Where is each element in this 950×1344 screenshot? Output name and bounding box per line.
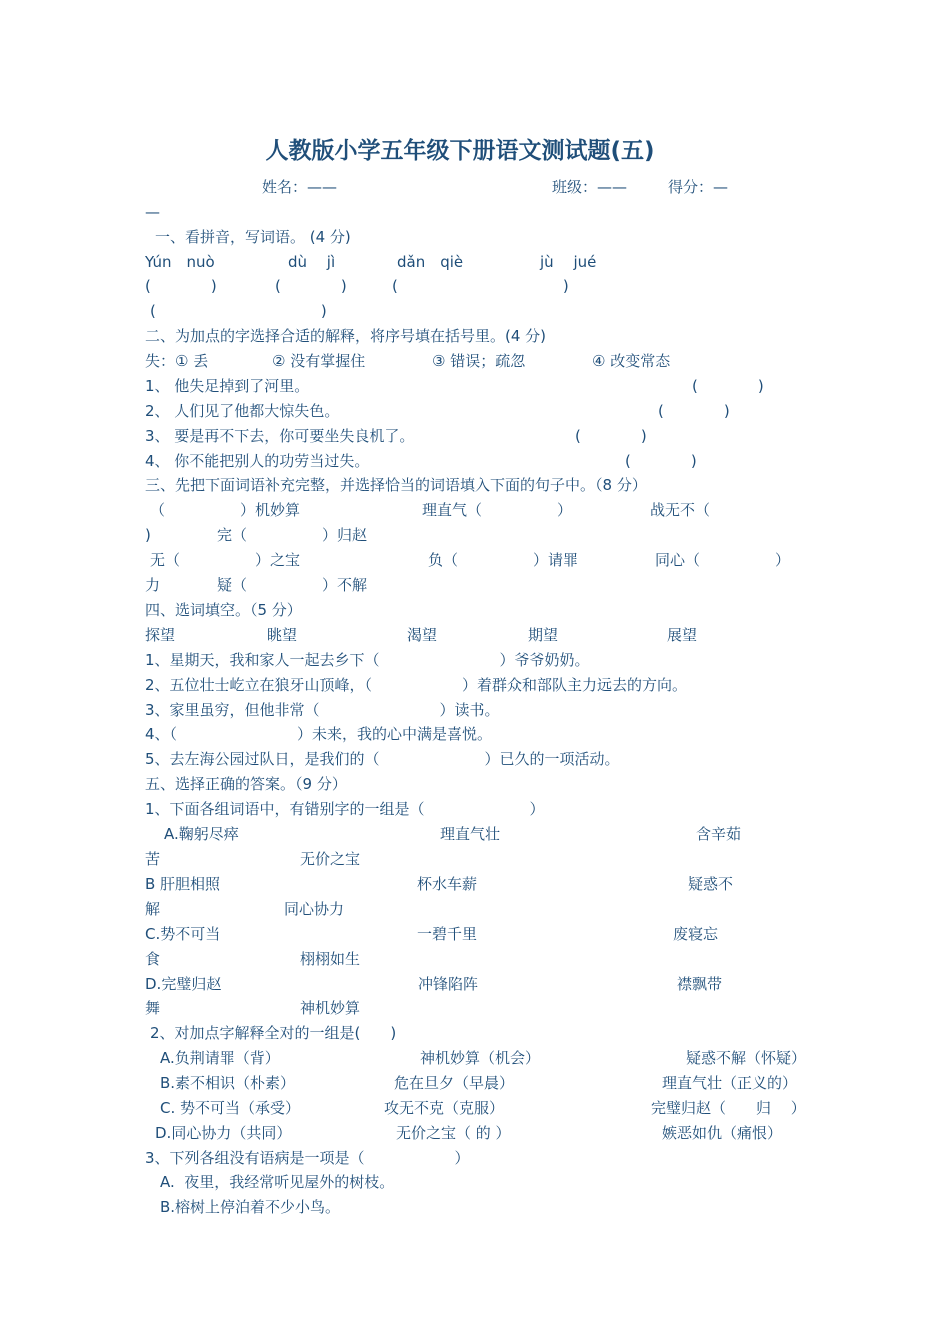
q1-option-d-2: 冲锋陷阵 <box>418 975 479 993</box>
q2-option-d-2: 无价之宝（ 的 ） <box>396 1124 511 1142</box>
section-2-heading: 二、为加点的字选择合适的解释，将序号填在括号里。(4 分) <box>145 327 547 345</box>
answer-blank-3[interactable]: ( ) <box>392 277 569 295</box>
word-choice-4: 期望 <box>528 626 559 644</box>
q1-option-b-3: 疑惑不 <box>688 875 734 893</box>
s4-item-3: 3、家里虽穷，但他非常（ ）读书。 <box>145 701 500 719</box>
s2-item-4-text: 4、 你不能把别人的功劳当过失。 <box>145 452 370 470</box>
q3-option-b[interactable]: B.榕树上停泊着不少小鸟。 <box>160 1198 341 1216</box>
s2-item-3-text: 3、 要是再不下去，你可要坐失良机了。 <box>145 427 415 445</box>
section-4-heading: 四、选词填空。（5 分） <box>145 601 302 619</box>
q1-option-b-1[interactable]: B 肝胆相照 <box>145 875 221 893</box>
q1-option-c-3: 废寝忘 <box>673 925 719 943</box>
answer-blank-1[interactable]: ( ) <box>145 277 217 295</box>
q2-stem: 2、对加点字解释全对的一组是( ) <box>150 1024 397 1042</box>
s4-item-2: 2、五位壮士屹立在狼牙山顶峰，（ ）着群众和部队主力远去的方向。 <box>145 676 688 694</box>
s4-item-5: 5、去左海公园过队日，是我们的（ ）已久的一项活动。 <box>145 750 620 768</box>
s2-item-1-blank[interactable]: ( ) <box>692 377 764 395</box>
idiom-blank-6[interactable]: 负（ ）请罪 <box>428 551 579 569</box>
q1-option-d-4: 神机妙算 <box>300 999 361 1017</box>
s2-item-4-blank[interactable]: ( ) <box>625 452 697 470</box>
q1-option-c-4: 栩栩如生 <box>300 950 361 968</box>
s4-item-4: 4、（ ）未来，我的心中满是喜悦。 <box>145 725 493 743</box>
q1-option-b-2: 杯水车薪 <box>417 875 478 893</box>
q2-option-c-1[interactable]: C. 势不可当（承受） <box>160 1099 301 1117</box>
q1-option-a-2: 理直气壮 <box>440 825 501 843</box>
s2-item-2-text: 2、 人们见了他都大惊失色。 <box>145 402 340 420</box>
class-field-label: 班级：—— <box>552 178 628 196</box>
q2-option-b-1[interactable]: B.素不相识（朴素） <box>160 1074 296 1092</box>
q1-option-a-3: 含辛茹 <box>696 825 742 843</box>
word-choice-1: 探望 <box>145 626 176 644</box>
q3-stem: 3、下列各组没有语病是一项是（ ） <box>145 1149 470 1167</box>
q2-option-d-3: 嫉恶如仇（痛恨） <box>662 1124 783 1142</box>
q1-option-d-3: 襟飘带 <box>677 975 723 993</box>
q1-option-a-3-wrap: 苦 <box>145 850 161 868</box>
q2-option-a-2: 神机妙算（机会） <box>420 1049 541 1067</box>
meaning-option-1: 失：① 丢 <box>145 352 209 370</box>
q2-option-a-3: 疑惑不解（怀疑） <box>686 1049 807 1067</box>
idiom-blank-4[interactable]: 完（ ）归赵 <box>217 526 368 544</box>
q1-option-d-3-wrap: 舞 <box>145 999 161 1017</box>
q1-option-c-3-wrap: 食 <box>145 950 161 968</box>
score-field-label: 得分：— <box>668 178 729 196</box>
section-5-heading: 五、选择正确的答案。（9 分） <box>145 775 347 793</box>
pinyin-1: Yún nuò <box>145 253 215 271</box>
q1-option-a-4: 无价之宝 <box>300 850 361 868</box>
q1-option-d-1[interactable]: D.完璧归赵 <box>145 975 222 993</box>
q2-option-c-3: 完璧归赵（ 归 ） <box>651 1099 806 1117</box>
answer-blank-4[interactable]: ( ) <box>150 302 327 320</box>
q1-option-c-1[interactable]: C.势不可当 <box>145 925 221 943</box>
idiom-blank-3-wrap: ) <box>145 526 151 544</box>
idiom-blank-7[interactable]: 同心（ ） <box>655 551 791 569</box>
name-field-label: 姓名：—— <box>262 178 338 196</box>
word-choice-2: 眺望 <box>267 626 298 644</box>
pinyin-4: jù jué <box>540 253 597 271</box>
section-1-heading: 一、看拼音，写词语。 (4 分) <box>155 228 351 246</box>
q2-option-b-3: 理直气壮（正义的） <box>662 1074 798 1092</box>
idiom-blank-7-wrap: 力 <box>145 576 161 594</box>
q2-option-a-1[interactable]: A.负荆请罪（背） <box>160 1049 280 1067</box>
q1-stem: 1、下面各组词语中，有错别字的一组是（ ） <box>145 800 545 818</box>
q1-option-a-1[interactable]: A.鞠躬尽瘁 <box>164 825 239 843</box>
pinyin-3: dǎn qiè <box>397 253 464 271</box>
q1-option-b-3-wrap: 解 <box>145 900 161 918</box>
s2-item-3-blank[interactable]: ( ) <box>575 427 647 445</box>
idiom-blank-5[interactable]: 无（ ）之宝 <box>150 551 301 569</box>
page-title: 人教版小学五年级下册语文测试题(五) <box>265 138 655 164</box>
idiom-blank-8[interactable]: 疑（ ）不解 <box>217 576 368 594</box>
q2-option-d-1[interactable]: D.同心协力（共同） <box>155 1124 292 1142</box>
q2-option-c-2: 攻无不克（克服） <box>384 1099 505 1117</box>
q2-option-b-2: 危在旦夕（早晨） <box>394 1074 515 1092</box>
s2-item-1-text: 1、 他失足掉到了河里。 <box>145 377 310 395</box>
q1-option-c-2: 一碧千里 <box>417 925 478 943</box>
meaning-option-3: ③ 错误；疏忽 <box>432 352 526 370</box>
s2-item-2-blank[interactable]: ( ) <box>658 402 730 420</box>
q1-option-b-4: 同心协力 <box>284 900 345 918</box>
score-field-wrap: — <box>145 203 160 221</box>
section-3-heading: 三、先把下面词语补充完整，并选择恰当的词语填入下面的句子中。（8 分） <box>145 476 647 494</box>
answer-blank-2[interactable]: ( ) <box>275 277 347 295</box>
idiom-blank-3[interactable]: 战无不（ <box>650 501 711 519</box>
s4-item-1: 1、星期天，我和家人一起去乡下（ ）爷爷奶奶。 <box>145 651 590 669</box>
meaning-option-4: ④ 改变常态 <box>592 352 671 370</box>
meaning-option-2: ② 没有掌握住 <box>272 352 366 370</box>
pinyin-2: dù jì <box>288 253 336 271</box>
word-choice-5: 展望 <box>667 626 698 644</box>
q3-option-a[interactable]: A. 夜里，我经常听见屋外的树枝。 <box>160 1173 395 1191</box>
idiom-blank-1[interactable]: （ ）机妙算 <box>150 501 301 519</box>
word-choice-3: 渴望 <box>407 626 438 644</box>
idiom-blank-2[interactable]: 理直气（ ） <box>422 501 573 519</box>
